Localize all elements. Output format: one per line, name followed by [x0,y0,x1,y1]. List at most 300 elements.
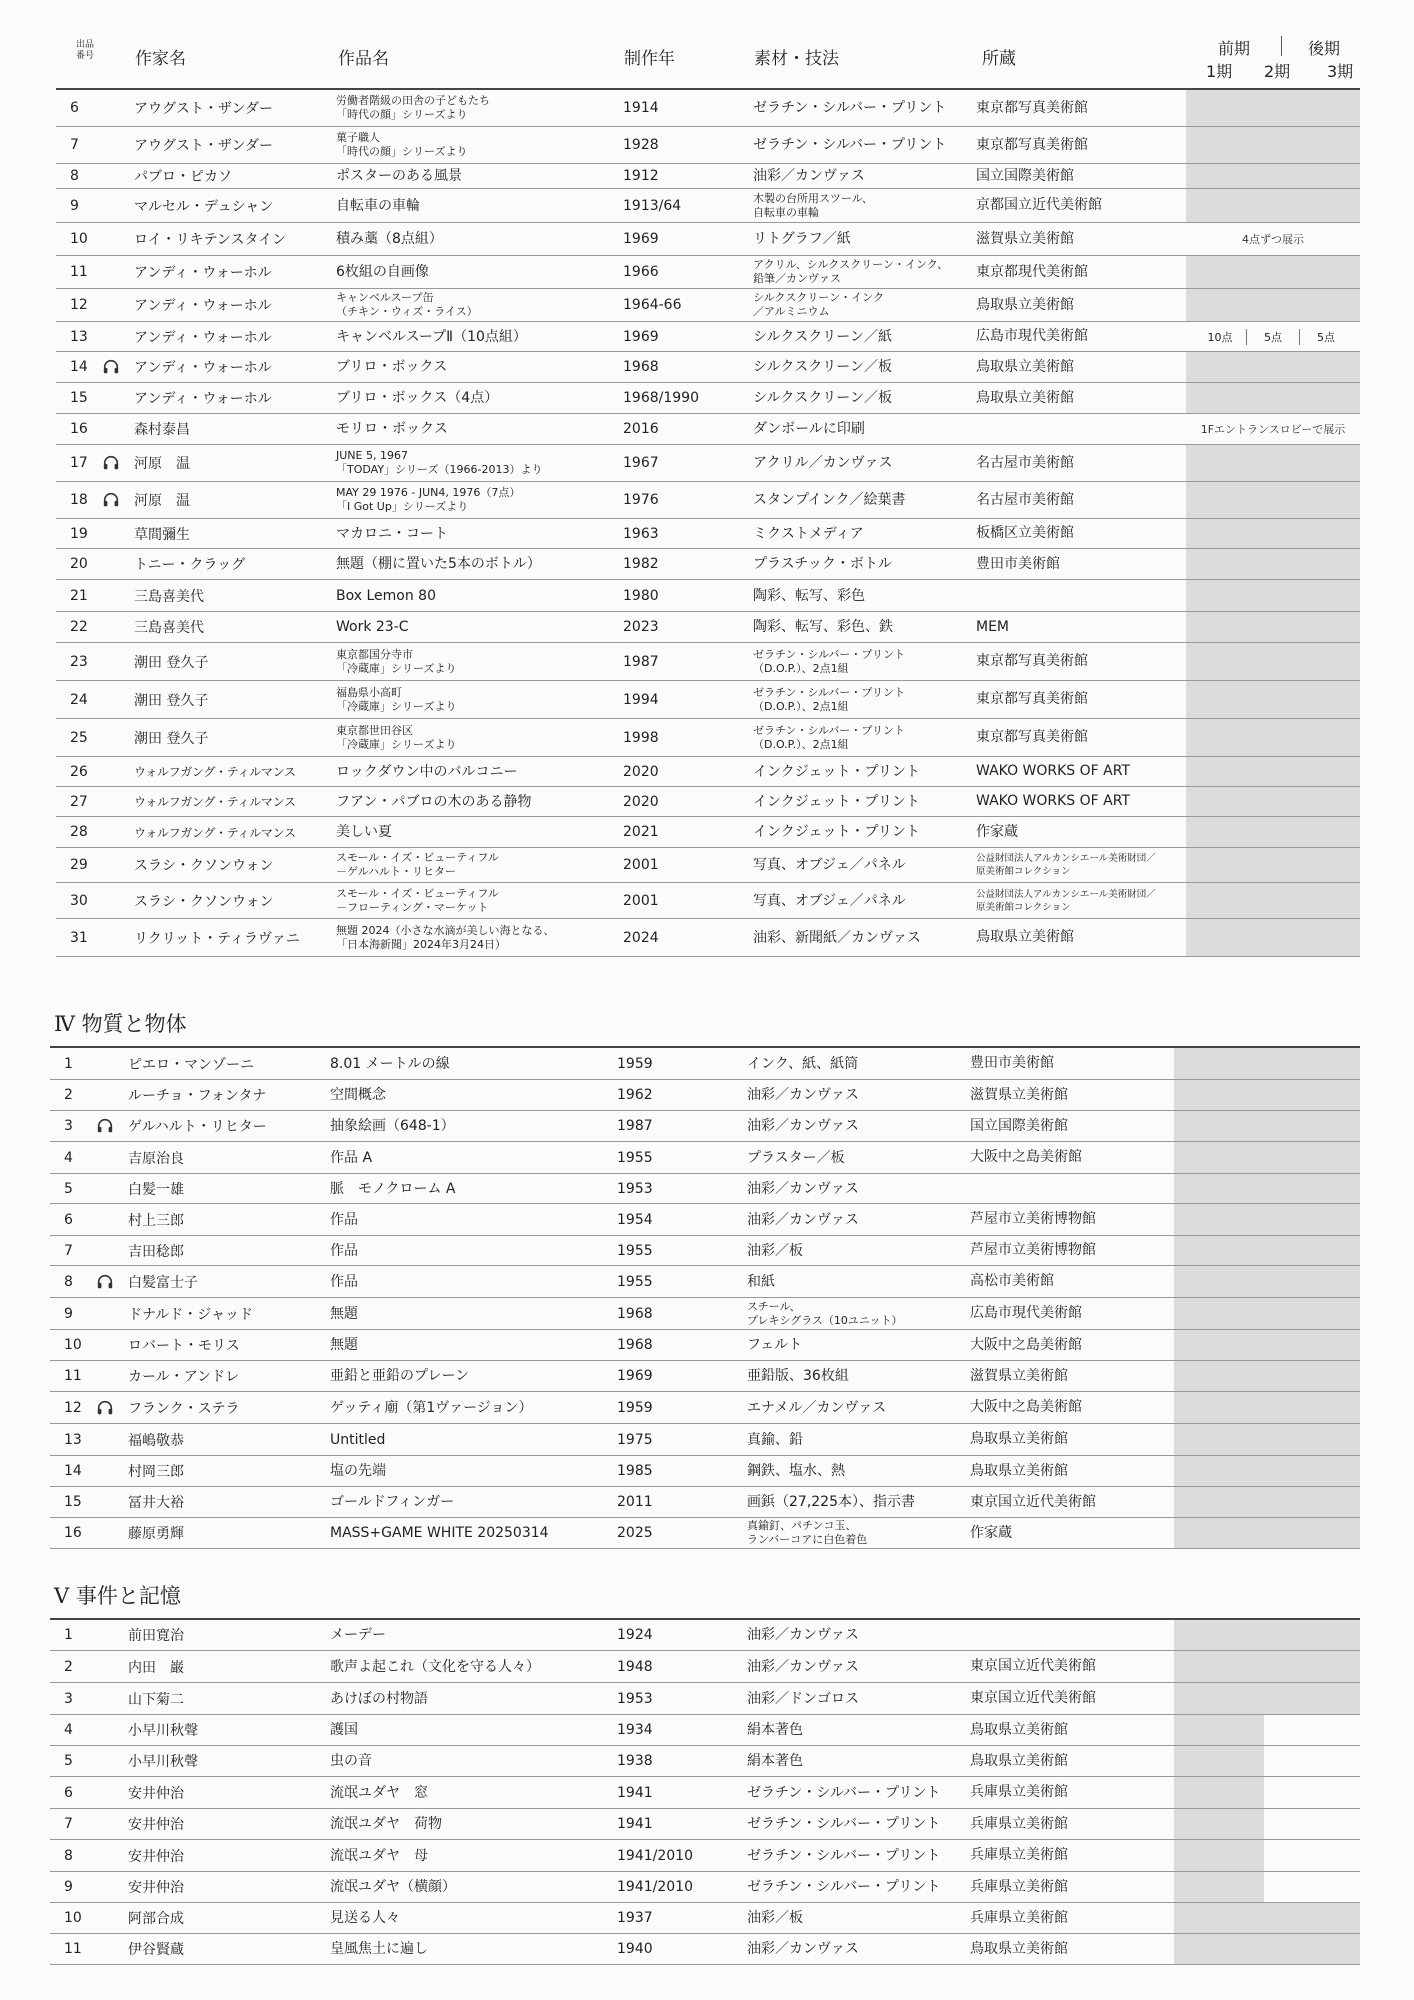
table-row [56,289,1360,322]
cell-title: MASS+GAME WHITE 20250314 [330,1525,549,1541]
cell-title: ポスターのある風景 [336,168,462,184]
table-row [50,1903,1360,1934]
cell-title: 東京都国分寺市 「冷蔵庫」シリーズより [336,647,457,675]
cell-medium: 写真、オブジェ／パネル [753,857,906,873]
cell-owner: 国立国際美術館 [976,167,1074,184]
cell-medium: ミクストメディア [753,525,864,542]
cell-medium: ゼラチン・シルバー・プリント （D.O.P.）、2点1組 [753,685,905,713]
cell-medium: 油彩／カンヴァス [747,1627,859,1643]
cell-medium: 油彩／カンヴァス [747,1118,859,1134]
cell-owner: 板橋区立美術館 [976,525,1074,541]
cell-artist: 安井仲治 [128,1848,184,1865]
cell-year: 1976 [623,492,659,508]
cell-title: 積み藁（8点組） [336,231,443,247]
cell-owner: 鳥取県立美術館 [970,1752,1068,1769]
cell-title: 6枚組の自画像 [336,264,429,280]
cell-year: 1941 [617,1784,653,1801]
cell-owner: 東京都写真美術館 [976,691,1088,707]
table-row [56,189,1360,223]
cell-title: メーデー [330,1627,386,1643]
table-row [56,681,1360,719]
cell-number: 8 [64,1273,73,1290]
cell-medium: 写真、オブジェ／パネル [753,892,906,909]
cell-title: 無題 [330,1337,358,1353]
cell-year: 1962 [617,1087,653,1103]
cell-number: 26 [70,763,88,780]
cell-number: 6 [64,1784,73,1801]
table-row [56,223,1360,256]
cell-year: 1994 [623,691,659,708]
cell-owner: 国立国際美術館 [970,1117,1068,1134]
cell-title: あけぼの村物語 [330,1690,428,1707]
cell-medium: アクリル、シルクスクリーン・インク、 鉛筆／カンヴァス [753,258,949,285]
cell-artist: 藤原勇輝 [128,1526,184,1542]
cell-owner: 東京国立近代美術館 [970,1493,1096,1510]
cell-year: 2020 [623,763,659,780]
cell-artist: ロバート・モリス [128,1338,240,1354]
cell-owner: 鳥取県立美術館 [976,358,1074,375]
cell-medium: 画鋲（27,225本）、指示書 [747,1494,915,1510]
cell-medium: ゼラチン・シルバー・プリント [747,1879,941,1895]
cell-medium: 油彩／カンヴァス [747,1180,859,1197]
cell-number: 21 [70,587,88,604]
cell-number: 4 [64,1149,73,1166]
cell-title: キャンベルスープⅡ（10点組） [336,328,527,345]
table-row [50,1809,1360,1840]
cell-year: 1969 [623,231,659,247]
header-divider [1281,36,1282,56]
cell-title: 作品 [330,1242,358,1259]
cell-number: 11 [64,1941,82,1957]
cell-title: 菓子職人 「時代の顔」シリーズより [336,131,468,158]
table-row [50,1174,1360,1204]
cell-title: 作品 A [330,1149,373,1166]
cell-medium: インクジェット・プリント [753,793,920,810]
cell-title: ブリロ・ボックス（4点） [336,390,499,406]
cell-artist: 吉田稔郎 [128,1243,184,1260]
cell-artist: 小早川秋聲 [128,1754,198,1770]
cell-year: 1955 [617,1149,653,1166]
cell-artist: 安井仲治 [128,1817,184,1833]
cell-title: 8.01 メートルの線 [330,1055,450,1072]
cell-medium: シルクスクリーン・インク ／アルミニウム [753,291,884,318]
cell-year: 2011 [617,1494,653,1510]
cell-title: 美しい夏 [336,824,392,840]
cell-medium: 油彩／カンヴァス [753,168,865,184]
cell-number: 8 [64,1847,73,1864]
cell-medium: ゼラチン・シルバー・プリント [747,1816,941,1832]
cell-title: 福島県小高町 「冷蔵庫」シリーズより [336,685,457,713]
cell-year: 2001 [623,857,659,873]
table-section-3 [56,88,1360,957]
table-row [50,1266,1360,1298]
cell-artist: 吉原治良 [128,1150,184,1167]
cell-year: 1953 [617,1180,653,1197]
header-artist: 作家名 [135,49,186,69]
cell-medium: 油彩／カンヴァス [747,1211,859,1228]
cell-medium: インクジェット・プリント [753,763,920,780]
cell-number: 2 [64,1087,73,1103]
cell-artist: 小早川秋聲 [128,1723,198,1739]
cell-title: モリロ・ボックス [336,421,448,437]
cell-artist: 潮田 登久子 [134,692,209,709]
cell-artist: ロイ・リキテンスタイン [134,232,287,248]
cell-medium: 陶彩、転写、彩色 [753,587,865,604]
cell-year: 1969 [617,1368,653,1384]
table-row [50,1934,1360,1965]
cell-number: 3 [64,1118,73,1134]
cell-owner [976,580,1226,611]
cell-title: 歌声よ起これ（文化を守る人々） [330,1658,540,1675]
cell-number: 10 [64,1910,82,1926]
cell-owner: 広島市現代美術館 [970,1305,1082,1321]
cell-artist: アウグスト・ザンダー [134,138,274,154]
cell-number: 7 [64,1816,73,1832]
cell-title: 東京都世田谷区 「冷蔵庫」シリーズより [336,723,457,751]
cell-owner: 東京都写真美術館 [976,653,1088,669]
cell-title: 見送る人々 [330,1910,400,1926]
cell-owner [970,1174,1220,1203]
cell-artist: 村上三郎 [128,1212,184,1229]
table-section-4 [50,1046,1360,1549]
cell-title: Box Lemon 80 [336,587,436,604]
cell-artist: 安井仲治 [128,1785,184,1802]
cell-year: 1941 [617,1816,653,1832]
table-row [50,1298,1360,1330]
cell-owner: 鳥取県立美術館 [970,1431,1068,1447]
cell-title: 無題 [330,1305,358,1322]
cell-artist: アンディ・ウォーホル [134,265,272,281]
table-row [56,883,1360,919]
cell-owner: 豊田市美術館 [970,1055,1054,1071]
cell-number: 1 [64,1055,73,1072]
header-period-2: 2期 [1264,62,1291,81]
cell-medium: 油彩／板 [747,1242,803,1259]
cell-medium: エナメル／カンヴァス [747,1399,887,1416]
cell-title: Untitled [330,1431,386,1448]
cell-artist: 草間彌生 [134,526,190,543]
headphones-icon [102,454,120,472]
cell-title: 塩の先端 [330,1463,386,1479]
cell-owner: 鳥取県立美術館 [976,929,1074,945]
cell-number: 29 [70,857,88,873]
cell-medium: ゼラチン・シルバー・プリント [747,1784,941,1801]
table-row [56,383,1360,414]
cell-artist: ピエロ・マンゾーニ [128,1056,254,1073]
cell-year: 1913/64 [623,197,682,214]
table-row [56,719,1360,757]
cell-artist: 潮田 登久子 [134,730,209,747]
header-period-3: 3期 [1327,62,1354,81]
cell-year: 2021 [623,824,659,840]
cell-artist: スラシ・クソンウォン [134,893,274,910]
cell-medium: 亜鉛版、36枚組 [747,1368,849,1384]
cell-owner: 京都国立近代美術館 [976,197,1102,213]
cell-medium: 油彩／カンヴァス [747,1658,859,1675]
table-row [50,1840,1360,1872]
cell-title: マカロニ・コート [336,525,448,542]
table-row [56,519,1360,549]
cell-medium: 真鍮、鉛 [747,1431,803,1448]
cell-year: 1912 [623,168,659,184]
table-row [50,1620,1360,1651]
cell-title: 護国 [330,1722,358,1738]
cell-number: 8 [70,168,79,184]
cell-medium: 油彩／カンヴァス [747,1941,859,1957]
cell-year: 1948 [617,1658,653,1675]
headphones-icon [96,1273,114,1291]
cell-artist: カール・アンドレ [128,1369,240,1385]
cell-owner: WAKO WORKS OF ART [976,793,1131,809]
cell-medium: プラスチック・ボトル [753,556,892,572]
cell-number: 17 [70,455,88,471]
cell-year: 1959 [617,1055,653,1072]
cell-number: 15 [70,390,88,406]
cell-owner: 芦屋市立美術博物館 [970,1211,1096,1227]
table-row [56,352,1360,383]
cell-year: 2001 [623,892,659,909]
cell-medium: ゼラチン・シルバー・プリント （D.O.P.）、2点1組 [753,647,905,675]
section-title-4: Ⅳ 物質と物体 [54,1012,187,1036]
cell-owner: 広島市現代美術館 [976,328,1088,344]
cell-medium: 真鍮釘、パチンコ玉、 ランバーコアに白色着色 [747,1519,868,1546]
cell-owner: 東京都写真美術館 [976,136,1088,153]
header-medium: 素材・技法 [754,49,839,69]
cell-medium: アクリル／カンヴァス [753,455,893,471]
cell-owner: 鳥取県立美術館 [970,1940,1068,1957]
cell-artist: パブロ・ピカソ [134,169,232,185]
table-row [56,90,1360,127]
cell-artist: ウォルフガング・ティルマンス [134,825,296,840]
table-row [56,848,1360,883]
cell-number: 12 [70,297,88,313]
cell-year: 1954 [617,1211,653,1228]
cell-artist: 白髪一雄 [128,1181,184,1198]
cell-year: 2023 [623,619,659,635]
cell-year: 1963 [623,525,659,542]
cell-year: 1928 [623,137,659,153]
cell-owner: 兵庫県立美術館 [970,1815,1068,1832]
cell-year: 1934 [617,1722,653,1738]
table-row [50,1424,1360,1456]
table-row [56,643,1360,681]
cell-medium: インク、紙、紙筒 [747,1055,859,1072]
cell-owner: 滋賀県立美術館 [976,230,1074,247]
cell-owner: 鳥取県立美術館 [976,389,1074,406]
cell-year: 2016 [623,421,659,437]
cell-number: 14 [64,1463,82,1479]
cell-number: 9 [64,1879,73,1895]
cell-number: 14 [70,359,88,375]
period-cell: 4点ずつ展示 [1242,233,1304,246]
table-row [50,1456,1360,1487]
cell-owner: MEM [976,618,1010,635]
cell-artist: 阿部合成 [128,1911,184,1927]
cell-medium: スチール、 プレキシグラス（10ユニット） [747,1299,903,1327]
period-count: 10点 [1207,330,1233,344]
table-row [56,445,1360,482]
table-row [50,1715,1360,1746]
cell-number: 15 [64,1494,82,1510]
cell-medium: 陶彩、転写、彩色、鉄 [753,619,893,635]
cell-owner: 兵庫県立美術館 [970,1878,1068,1895]
table-row [50,1683,1360,1715]
table-row [50,1651,1360,1683]
cell-owner: 作家蔵 [976,823,1018,840]
cell-title: 自転車の車輪 [336,197,420,214]
cell-artist: 潮田 登久子 [134,654,209,671]
cell-artist: ルーチョ・フォンタナ [128,1088,267,1104]
cell-medium: 鋼鉄、塩水、熱 [747,1463,845,1479]
section-title-5: Ⅴ 事件と記憶 [54,1584,181,1608]
cell-owner: 名古屋市美術館 [976,491,1074,508]
cell-year: 1914 [623,100,659,116]
cell-title: ブリロ・ボックス [336,359,448,375]
table-row [50,1080,1360,1111]
table-section-5 [50,1618,1360,1965]
cell-medium: スタンプインク／絵葉書 [753,492,906,508]
cell-number: 9 [70,197,79,214]
cell-year: 1953 [617,1690,653,1707]
table-row [50,1330,1360,1361]
cell-year: 1982 [623,556,659,572]
cell-owner: 滋賀県立美術館 [970,1367,1068,1384]
table-row [56,919,1360,957]
cell-title: 無題（棚に置いた5本のボトル） [336,556,541,572]
cell-number: 24 [70,691,88,708]
cell-artist: アンディ・ウォーホル [134,298,272,314]
cell-artist: 村岡三郎 [128,1464,184,1480]
audio-guide-cell [102,352,124,382]
cell-artist: 三島喜美代 [134,620,204,636]
cell-medium: ゼラチン・シルバー・プリント （D.O.P.）、2点1組 [753,723,905,751]
table-row [56,612,1360,643]
cell-medium: ゼラチン・シルバー・プリント [747,1847,941,1864]
table-row [56,164,1360,189]
cell-number: 12 [64,1399,82,1416]
cell-year: 1955 [617,1273,653,1290]
cell-title: 作品 [330,1273,358,1290]
cell-owner: 東京国立近代美術館 [970,1658,1096,1674]
cell-year: 2025 [617,1525,653,1541]
cell-year: 1985 [617,1463,653,1479]
cell-artist: アンディ・ウォーホル [134,329,272,346]
table-row [50,1746,1360,1777]
header-period-1: 1期 [1206,62,1233,81]
cell-number: 5 [64,1180,73,1197]
cell-owner: 公益財団法人アルカンシエール美術財団／ 原美術館コレクション [976,888,1156,913]
table-row [50,1142,1360,1174]
cell-number: 11 [70,264,88,280]
table-row [50,1872,1360,1903]
cell-medium: インクジェット・プリント [753,824,920,840]
cell-number: 13 [64,1431,82,1448]
table-row [56,414,1360,445]
cell-medium: 和紙 [747,1273,775,1290]
period-count: 5点 [1299,329,1352,345]
cell-number: 7 [64,1242,73,1259]
cell-title: スモール・イズ・ビューティフル －フローティング・マーケット [336,886,499,914]
cell-number: 13 [70,328,88,345]
cell-year: 2020 [623,793,659,810]
cell-owner: 滋賀県立美術館 [970,1086,1068,1103]
cell-owner: 大阪中之島美術館 [970,1149,1082,1165]
cell-year: 1969 [623,328,659,345]
cell-number: 5 [64,1753,73,1769]
cell-artist: フランク・ステラ [128,1400,240,1417]
cell-year: 1941/2010 [617,1847,693,1864]
headphones-icon [102,491,120,509]
header-early: 前期 [1218,39,1251,58]
cell-artist: 前田寛治 [128,1628,184,1644]
cell-medium: シルクスクリーン／板 [753,359,892,375]
cell-number: 19 [70,525,88,542]
cell-number: 6 [64,1211,73,1228]
cell-number: 30 [70,892,88,909]
cell-artist: アンディ・ウォーホル [134,360,272,376]
table-row [50,1777,1360,1809]
cell-title: ゴールドフィンガー [330,1494,455,1510]
cell-number: 11 [64,1368,82,1384]
cell-title: 流氓ユダヤ 窓 [330,1784,428,1801]
cell-title: 流氓ユダヤ 荷物 [330,1816,442,1832]
table-row [56,817,1360,848]
table-row [56,757,1360,787]
cell-number: 16 [70,421,88,437]
cell-title: キャンベルスープ缶 （チキン・ウィズ・ライス） [336,291,478,318]
table-row [56,482,1360,519]
cell-medium: プラスター／板 [747,1149,845,1166]
cell-year: 1955 [617,1242,653,1259]
cell-title: 抽象絵画（648-1） [330,1118,455,1134]
cell-number: 2 [64,1658,73,1675]
header-owner: 所蔵 [982,49,1016,69]
cell-medium: 絹本著色 [747,1722,803,1738]
table-row [50,1204,1360,1236]
cell-title: 脈 モノクローム A [330,1180,456,1197]
cell-artist: 伊谷賢蔵 [128,1942,184,1958]
cell-owner: 名古屋市美術館 [976,454,1074,471]
cell-artist: ゲルハルト・リヒター [128,1119,267,1135]
cell-medium: 油彩／板 [747,1910,803,1926]
table-row [50,1048,1360,1080]
cell-year: 1959 [617,1399,653,1416]
cell-year: 1940 [617,1941,653,1957]
table-row [56,127,1360,164]
cell-owner: 大阪中之島美術館 [970,1399,1082,1415]
table-row [56,322,1360,352]
table-row [56,787,1360,817]
cell-owner: 鳥取県立美術館 [970,1462,1068,1479]
cell-artist: ウォルフガング・ティルマンス [134,765,296,779]
cell-year: 1968/1990 [623,390,699,406]
cell-year: 1998 [623,729,659,746]
cell-owner: 東京都現代美術館 [976,263,1088,280]
cell-title: MAY 29 1976 - JUN4, 1976（7点） 「I Got Up」シリーズより [336,486,521,513]
cell-number: 31 [70,929,88,946]
cell-artist: 森村泰昌 [134,422,190,438]
cell-medium: 油彩、新聞紙／カンヴァス [753,929,921,946]
cell-title: Work 23-C [336,619,409,635]
cell-owner: 兵庫県立美術館 [970,1847,1068,1863]
cell-title: フアン・パブロの木のある静物 [336,793,532,810]
headphones-icon [96,1399,114,1417]
cell-title: ロックダウン中のバルコニー [336,763,518,780]
cell-medium: ゼラチン・シルバー・プリント [753,100,947,116]
cell-owner: WAKO WORKS OF ART [976,763,1131,779]
table-row [50,1392,1360,1424]
cell-year: 1975 [617,1431,653,1448]
